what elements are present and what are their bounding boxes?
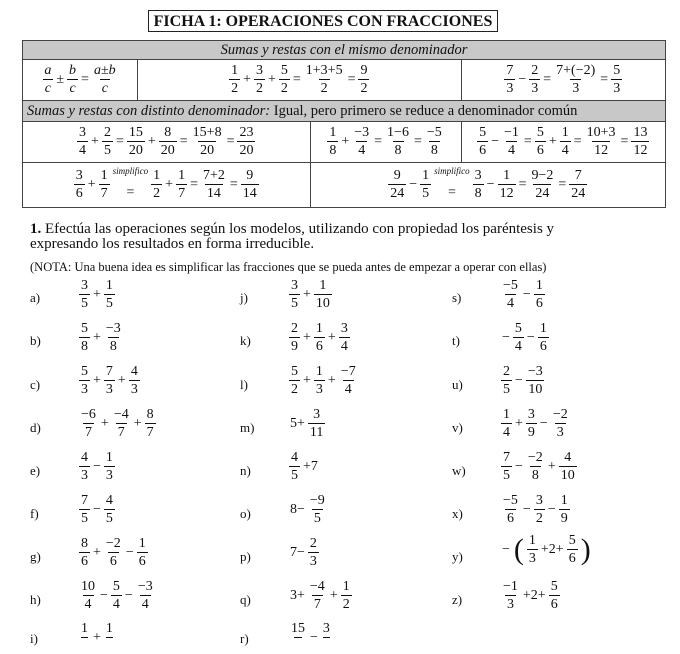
exercise-w: $\frac{7}{5}$ − $\frac{-2}{8}$ + $\frac{4}{10}$	[503, 450, 575, 483]
label-o: o)	[240, 506, 251, 521]
label-q: q)	[240, 592, 251, 607]
exercise-z: $\frac{-1}{3}$ +2+ $\frac{5}{6}$	[503, 579, 558, 612]
exercise-u: $\frac{2}{5}$ − $\frac{-3}{10}$	[503, 364, 543, 397]
exercise-k: $\frac{2}{9}$ + $\frac{1}{6}$ + $\frac{3}{4}$	[291, 321, 348, 354]
note: (NOTA: Una buena idea es simplificar las fracciones que se pueda antes de empezar a operar con ellas)	[30, 260, 547, 274]
header-same-denominator: Sumas y restas con el mismo denominador	[23, 41, 666, 60]
page-title: FICHA 1: OPERACIONES CON FRACCIONES	[148, 10, 498, 32]
exercise-a: $\frac{3}{5}$ + $\frac{1}{5}$	[81, 278, 113, 311]
label-w: w)	[452, 463, 466, 478]
label-s: s)	[452, 290, 462, 305]
exercise-b: $\frac{5}{8}$ + $\frac{-3}{8}$	[81, 321, 121, 354]
instruction: 1. Efectúa las operaciones según los modelos, utilizando con propiedad los paréntesis y expresando los resultados en forma irreducible.	[30, 221, 555, 252]
label-l: l)	[240, 377, 248, 392]
exercise-h: $\frac{10}{4}$ − $\frac{5}{4}$ − $\frac{-3}{4}$	[81, 579, 153, 612]
label-y: y)	[452, 549, 463, 564]
label-c: c)	[30, 377, 41, 392]
example-same-2: $\frac{7}{3}$ − $\frac{2}{3}$ = $\frac{7+(-2)}{3}$ = $\frac{5}{3}$	[461, 60, 665, 101]
exercise-n: $\frac{4}{5}$ +7	[291, 450, 318, 483]
label-d: d)	[30, 420, 41, 435]
label-h: h)	[30, 592, 41, 607]
example-diff-1: $\frac{3}{4}$ + $\frac{2}{5}$ = $\frac{15}{20}$ + $\frac{8}{20}$ = $\frac{15+8}{20}$ = $\frac{23}{20}$	[23, 122, 311, 163]
label-n: n)	[240, 463, 251, 478]
exercise-s: $\frac{-5}{4}$ − $\frac{1}{6}$	[503, 278, 543, 311]
exercise-t: − $\frac{5}{4}$ − $\frac{1}{6}$	[502, 321, 547, 354]
label-j: j)	[240, 290, 248, 305]
exercise-x: $\frac{-5}{6}$ − $\frac{3}{2}$ − $\frac{1}{9}$	[503, 493, 568, 526]
label-g: g)	[30, 549, 41, 564]
exercise-y: − ( $\frac{1}{3}$ +2+ $\frac{5}{6}$ )	[502, 533, 591, 566]
example-same-1: $\frac{1}{2}$ + $\frac{3}{2}$ + $\frac{5}{2}$ = $\frac{1+3+5}{2}$ = $\frac{9}{2}$	[138, 60, 462, 101]
label-x: x)	[452, 506, 463, 521]
label-e: e)	[30, 463, 41, 478]
exercise-e: $\frac{4}{3}$ − $\frac{1}{3}$	[81, 450, 113, 483]
label-p: p)	[240, 549, 251, 564]
label-m: m)	[240, 420, 255, 435]
example-diff-3: $\frac{5}{6}$ − $\frac{-1}{4}$ = $\frac{5}{6}$ + $\frac{1}{4}$ = $\frac{10+3}{12}$ = $\frac{13}{12}$	[461, 122, 665, 163]
label-k: k)	[240, 333, 251, 348]
label-i: i)	[30, 631, 38, 646]
exercise-l: $\frac{5}{2}$ + $\frac{1}{3}$ + $\frac{-7}{4}$	[291, 364, 356, 397]
label-u: u)	[452, 377, 463, 392]
exercise-r: 15 − 3	[288, 622, 333, 654]
exercise-c: $\frac{5}{3}$ + $\frac{7}{3}$ + $\frac{4}{3}$	[81, 364, 138, 397]
label-v: v)	[452, 420, 463, 435]
label-z: z)	[452, 592, 463, 607]
exercise-j: $\frac{3}{5}$ + $\frac{1}{10}$	[291, 278, 330, 311]
label-b: b)	[30, 333, 41, 348]
exercise-p: 7− $\frac{2}{3}$	[290, 536, 317, 569]
example-diff-2: $\frac{1}{8}$ + $\frac{-3}{4}$ = $\frac{1-6}{8}$ = $\frac{-5}{8}$	[310, 122, 461, 163]
exercise-f: $\frac{7}{5}$ − $\frac{4}{5}$	[81, 493, 113, 526]
exercise-i: 1 + 1	[78, 622, 116, 654]
exercise-g: $\frac{8}{6}$ + $\frac{-2}{6}$ − $\frac{1}{6}$	[81, 536, 146, 569]
exercise-m: 5+ $\frac{3}{11}$	[290, 407, 324, 440]
exercise-v: $\frac{1}{4}$ + $\frac{3}{9}$ − $\frac{-2}{3}$	[503, 407, 568, 440]
label-f: f)	[30, 506, 39, 521]
exercise-o: 8− $\frac{-9}{5}$	[290, 493, 325, 526]
label-t: t)	[452, 333, 460, 348]
models-table	[22, 40, 666, 208]
header-diff-denominator: Sumas y restas con distinto denominador: Igual, pero primero se reduce a denominador común	[23, 101, 666, 122]
exercise-q: 3+ $\frac{-4}{7}$ + $\frac{1}{2}$	[290, 579, 350, 612]
exercise-d: $\frac{-6}{7}$ + $\frac{-4}{7}$ + $\frac{8}{7}$	[81, 407, 154, 440]
label-r: r)	[240, 631, 249, 646]
example-simplify-1: $\frac{3}{6}$ + $\frac{1}{7}$ $^{simplifico}$ = $\frac{1}{2}$ + $\frac{1}{7}$ = $\frac{7+2}{14}$ = $\frac{9}{14}$	[23, 163, 311, 208]
example-simplify-2: $\frac{9}{24}$ − $\frac{1}{5}$ $^{simplifico}$ = $\frac{3}{8}$ − $\frac{1}{12}$ = $\frac{9-2}{24}$ = $\frac{7}{24}$	[310, 163, 665, 208]
formula-general: $\frac{a}{c}$ ± $\frac{b}{c}$ = $\frac{a\pm b}{c}$	[23, 60, 138, 101]
label-a: a)	[30, 290, 41, 305]
